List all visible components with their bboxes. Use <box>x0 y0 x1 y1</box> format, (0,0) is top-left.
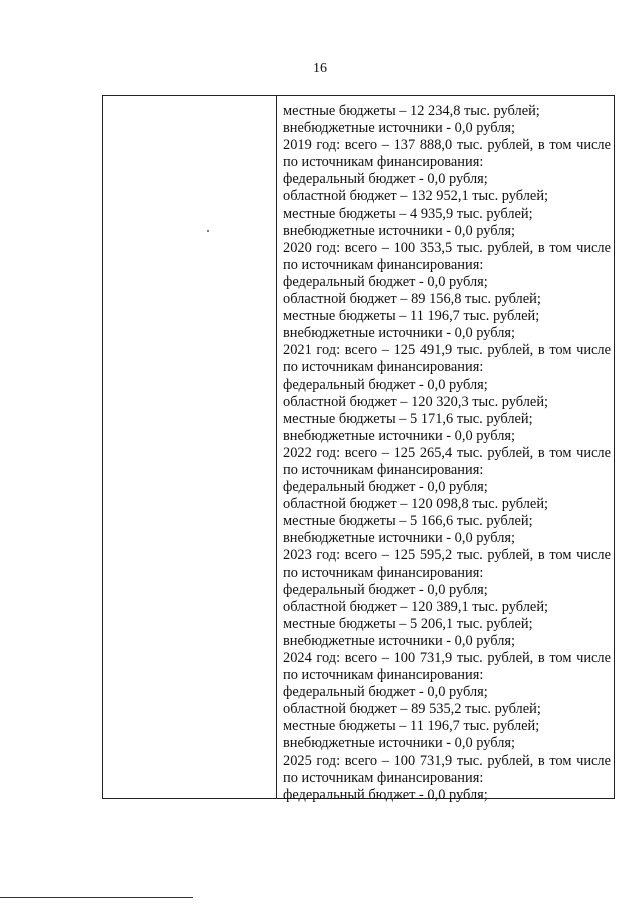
funding-line: 2019 год: всего – 137 888,0 тыс. рублей, в том числе <box>283 137 611 154</box>
funding-line: местные бюджеты – 5 206,1 тыс. рублей; <box>283 615 533 632</box>
funding-line: областной бюджет – 132 952,1 тыс. рублей; <box>283 188 549 205</box>
funding-line: местные бюджеты – 5 166,6 тыс. рублей; <box>283 513 533 530</box>
funding-line: местные бюджеты – 11 196,7 тыс. рублей; <box>283 308 540 325</box>
table-right-cell <box>283 103 611 804</box>
funding-line: областной бюджет – 120 389,1 тыс. рублей; <box>283 598 549 615</box>
scan-speck <box>207 230 209 232</box>
funding-line: по источникам финансирования: <box>283 154 484 171</box>
funding-line: внебюджетные источники - 0,0 рубля; <box>283 530 516 547</box>
funding-line: местные бюджеты – 11 196,7 тыс. рублей; <box>283 718 540 735</box>
footnote-rule <box>0 897 193 898</box>
funding-line: 2023 год: всего – 125 595,2 тыс. рублей, в том числе <box>283 547 611 564</box>
funding-line: по источникам финансирования: <box>283 256 484 273</box>
funding-line: внебюджетные источники - 0,0 рубля; <box>283 735 516 752</box>
funding-line: 2022 год: всего – 125 265,4 тыс. рублей, в том числе <box>283 444 611 461</box>
funding-line: местные бюджеты – 4 935,9 тыс. рублей; <box>283 205 533 222</box>
table-left-cell <box>103 96 276 798</box>
funding-line: местные бюджеты – 5 171,6 тыс. рублей; <box>283 410 533 427</box>
funding-line: федеральный бюджет - 0,0 рубля; <box>283 171 488 188</box>
funding-line: 2021 год: всего – 125 491,9 тыс. рублей, в том числе <box>283 342 611 359</box>
funding-line: по источникам финансирования: <box>283 667 484 684</box>
funding-line: федеральный бюджет - 0,0 рубля; <box>283 376 488 393</box>
column-divider <box>276 96 277 798</box>
funding-line: федеральный бюджет - 0,0 рубля; <box>283 684 488 701</box>
funding-line: внебюджетные источники - 0,0 рубля; <box>283 325 516 342</box>
funding-line: по источникам финансирования: <box>283 461 484 478</box>
funding-line: областной бюджет – 89 156,8 тыс. рублей; <box>283 291 541 308</box>
funding-line: областной бюджет – 89 535,2 тыс. рублей; <box>283 701 541 718</box>
funding-line: по источникам финансирования: <box>283 359 484 376</box>
funding-line: внебюджетные источники - 0,0 рубля; <box>283 427 516 444</box>
funding-line: по источникам финансирования: <box>283 769 484 786</box>
funding-line: 2020 год: всего – 100 353,5 тыс. рублей, в том числе <box>283 239 611 256</box>
funding-line: федеральный бюджет - 0,0 рубля; <box>283 786 488 803</box>
funding-line: федеральный бюджет - 0,0 рубля; <box>283 581 488 598</box>
funding-line: областной бюджет – 120 320,3 тыс. рублей; <box>283 393 549 410</box>
funding-line: 2025 год: всего – 100 731,9 тыс. рублей, в том числе <box>283 752 611 769</box>
funding-line: федеральный бюджет - 0,0 рубля; <box>283 273 488 290</box>
funding-line: федеральный бюджет - 0,0 рубля; <box>283 479 488 496</box>
funding-line: по источникам финансирования: <box>283 564 484 581</box>
page-number: 16 <box>313 61 327 76</box>
funding-line: внебюджетные источники - 0,0 рубля; <box>283 222 516 239</box>
funding-line: 2024 год: всего – 100 731,9 тыс. рублей, в том числе <box>283 650 611 666</box>
funding-table <box>102 95 615 803</box>
funding-line: областной бюджет – 120 098,8 тыс. рублей; <box>283 496 549 513</box>
funding-line: внебюджетные источники - 0,0 рубля; <box>283 120 516 137</box>
funding-line: местные бюджеты – 12 234,8 тыс. рублей; <box>283 103 540 119</box>
funding-line: внебюджетные источники - 0,0 рубля; <box>283 632 516 649</box>
